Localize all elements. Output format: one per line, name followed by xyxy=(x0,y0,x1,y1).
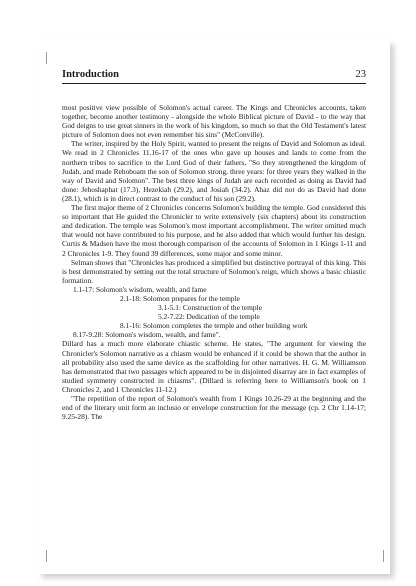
paragraph: The writer, inspired by the Holy Spirit, wanted to present the reigns of David and Solomon as ideal. We read in 2 Chronicles 11.16-17 of the ones who gave up houses and lands to come from the northern tribes to sacrifice to the Lord God of their fathers, "So they strengthened the kingdom of Judah, and made Rehoboam the son of Solomon strong, three years: for three years they walked in the way of David and Solomon". The best three kings of Judah are each recorded as doing as David had done: Jehoshaphat (17.3), Hezekiah (29.2), and Josiah (34.2). Ahaz did not do as David had done (28.1), which is in direct contrast to the conduct of his son (29.2). xyxy=(62,139,366,203)
outline-item: 8.1-16: Solomon completes the temple and other building work xyxy=(120,321,308,331)
outline-item: 8.17-9.28: Solomon's wisdom, wealth, and fame". xyxy=(73,330,221,340)
body-text xyxy=(62,103,366,421)
book-page xyxy=(38,40,390,574)
chapter-title: Introduction xyxy=(62,69,119,80)
paragraph: most positive view possible of Solomon's actual career. The Kings and Chronicles accounts, taken together, become another testimony - alongside the whole Biblical picture of David - to the way that God deigns to use great sinners in the work of his kingdom, so much so that the Old Testament's latest picture of Solomon does not even remember his sins" (McConville). xyxy=(62,103,366,140)
outline-item: 3.1-5.1: Construction of the temple xyxy=(158,303,262,313)
crop-mark-top-left xyxy=(46,52,47,64)
crop-mark-bottom-right xyxy=(383,550,384,562)
paragraph: "The repetition of the report of Solomon's wealth from 1 Kings 10.26-29 at the beginning and the end of the literary unit form an inclusio or envelope construction for the message (cp. 2 Chr 1.14-17; 9.25-28). The xyxy=(62,394,366,422)
running-header xyxy=(62,69,366,84)
outline-item: 1.1-17: Solomon's wisdom, wealth, and fame xyxy=(73,284,207,294)
paragraph: The first major theme of 2 Chronicles concerns Solomon's building the temple. God considered this so important that He guided the Chronicler to write extensively (six chapters) about its construction and dedication. The temple was Solomon's most important accomplishment. The writer omitted much that would not have contributed to his purpose, and he also added that which would further his design. Curtis & Madsen have the most thorough comparison of the accounts of Solomon in 1 Kings 1-11 and 2 Chronicles 1-9. They found 39 differences, some major and some minor. xyxy=(62,203,366,258)
page-number: 23 xyxy=(355,69,366,80)
crop-mark-bottom-left xyxy=(46,550,47,562)
outline-item: 5.2-7.22: Dedication of the temple xyxy=(158,312,260,322)
paragraph: Selman shows that "Chronicles has produced a simplified but distinctive portrayal of this king. This is best demonstrated by setting out the total structure of Solomon's reign, which shows a basic chiastic formation. xyxy=(62,257,366,285)
chiastic-outline xyxy=(62,285,366,340)
paragraph: Dillard has a much more elaborate chiastic scheme. He states, "The argument for viewing the Chronicler's Solomon narrative as a chiasm would be enhanced if it could be shown that the author in all probability also used the same device as the scaffolding for other narratives. H. G. M. Williamson has demonstrated that two passages which appeared to be in disjointed disarray are in fact examples of studied symmetry constructed in chiasms". (Dillard is referring here to Williamson's book on 1 Chronicles 2, and 1 Chronicles 11-12.) xyxy=(62,339,366,394)
outline-item: 2.1-18: Solomon prepares for the temple xyxy=(120,293,240,303)
